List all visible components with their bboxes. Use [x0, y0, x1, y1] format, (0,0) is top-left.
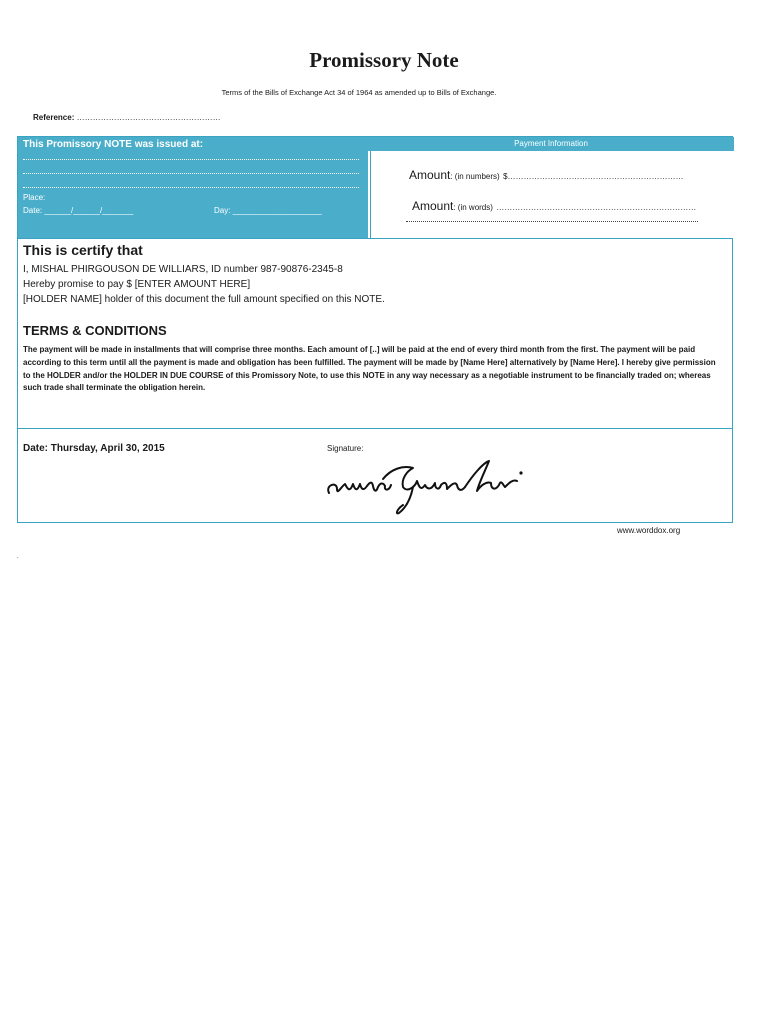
reference-label: Reference:: [33, 113, 75, 122]
reference-line: [33, 113, 221, 122]
issued-dotted-line: [23, 173, 359, 174]
section-divider: [18, 238, 732, 239]
signed-date: Date: Thursday, April 30, 2015: [23, 443, 165, 454]
issued-dotted-line: [23, 187, 359, 188]
issued-day-field: Day: ____________________: [214, 206, 322, 215]
amount-label: Amount: [412, 199, 454, 213]
terms-body: The payment will be made in installments that will comprise three months. Each amount of [..] will be paid at the end of every third month from the first. The payment will be paid according to this term until all the payment is made and obligation has been fulfilled. The payment will be made by [Name Here] alternatively by [Name Here]. I hereby give permission to the HOLDER and/or the HOLDER IN DUE COURSE of this Promissory Note, to use this NOTE in any way necessary as a negotiable instrument to be financially traded on; whereas such trade shall terminate the obligation herein.: [23, 345, 716, 393]
numbers-hint: : (in numbers): [450, 172, 500, 181]
certify-line-2: Hereby promise to pay $ [ENTER AMOUNT HERE]: [23, 279, 251, 290]
terms-heading: TERMS & CONDITIONS: [23, 323, 167, 338]
certify-line-1: I, MISHAL PHIRGOUSON DE WILLIARS, ID number 987-90876-2345-8: [23, 264, 343, 275]
page-mark: .: [17, 554, 19, 560]
certify-heading: This is certify that: [23, 242, 143, 258]
certify-line-3: [HOLDER NAME] holder of this document the full amount specified on this NOTE.: [23, 294, 385, 305]
amount-words-line: [406, 221, 698, 222]
website-link[interactable]: www.worddox.org: [617, 526, 681, 535]
issued-date-field: Date: ______/______/_______: [23, 206, 134, 215]
amount-numbers-fill: $…………………………………………………………: [503, 172, 684, 181]
issued-panel: [18, 137, 368, 238]
note-frame: [17, 136, 733, 523]
issued-dotted-line: [23, 159, 359, 160]
amount-label: Amount: [409, 168, 451, 182]
payment-info-heading: Payment Information: [368, 137, 734, 151]
amount-words-row: [412, 199, 696, 213]
words-hint: : (in words): [453, 203, 493, 212]
amount-numbers-row: [409, 168, 684, 182]
signature-label: Signature:: [327, 444, 364, 453]
act-subtitle: Terms of the Bills of Exchange Act 34 of 1964 as amended up to Bills of Exchange.: [221, 88, 497, 97]
payment-info-panel: [370, 151, 735, 238]
section-divider: [18, 428, 732, 429]
document-title: Promissory Note: [309, 48, 459, 72]
place-label: Place:: [23, 193, 46, 202]
issued-heading: This Promissory NOTE was issued at:: [23, 139, 204, 150]
reference-value: ………………………………………………: [76, 113, 221, 122]
amount-words-fill: …………………………………………………………………: [496, 203, 697, 212]
signature-image: [323, 457, 548, 519]
